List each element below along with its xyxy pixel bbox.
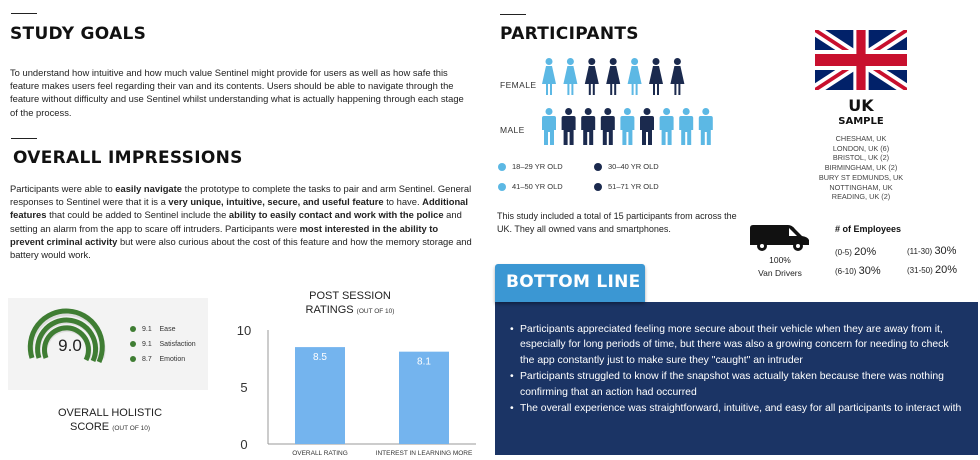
female-participant-icon — [628, 58, 642, 95]
employee-pct: 30% — [858, 265, 881, 277]
oi-text: the prototype to complete the tasks to pair and arm Sentinel. General responses to Sentinel were that it is a — [10, 183, 472, 208]
female-participant-icon — [585, 58, 599, 95]
van-label: Van Drivers — [758, 268, 802, 278]
female-participant-icon — [563, 58, 577, 95]
section-rule — [11, 13, 37, 14]
oi-text: and setting an alarm from the app to scare off intruders. Participants were — [10, 209, 462, 234]
location-item: BURY ST EDMUNDS, UK — [818, 172, 904, 182]
participants-summary: This study included a total of 15 participants from across the UK. They all owned vans and smartphones. — [497, 211, 737, 234]
uk-subtitle: SAMPLE — [838, 116, 884, 127]
legend-satisfaction — [130, 337, 196, 352]
legend-item — [594, 162, 704, 171]
employee-range: (0-5) — [835, 248, 852, 257]
legend-dot — [130, 356, 136, 362]
oi-bold: most interested in the ability to prevent criminal activity — [10, 222, 439, 247]
bottom-line-title: BOTTOM LINE — [506, 272, 641, 292]
employee-pct: 20% — [854, 246, 877, 258]
legend-dot — [594, 163, 602, 171]
employee-range: (31-50) — [907, 266, 933, 275]
oi-text: to have. — [383, 196, 423, 208]
y-tick-label: 0 — [240, 437, 248, 452]
legend-label: Emotion — [159, 356, 186, 363]
female-participant-icon — [649, 58, 663, 95]
oi-text: that could be added to Sentinel include the — [46, 209, 229, 221]
location-item: READING, UK (2) — [831, 192, 891, 202]
bottom-line-item: • Participants appreciated feeling more secure about their vehicle when they are away from it, especially for long periods of time, but there was also a growing concern for needing to check the app constantly just to make sure they "caught" an intruder — [510, 322, 965, 368]
location-item: BRISTOL, UK (2) — [832, 153, 890, 163]
legend-item — [498, 182, 598, 191]
female-participant-icon — [670, 58, 684, 95]
employees-row — [835, 246, 876, 258]
overall-impressions-text — [10, 182, 474, 261]
legend-emotion — [130, 352, 196, 367]
employees-row — [907, 264, 957, 276]
location-item: CHESHAM, UK — [835, 134, 887, 143]
post-session-chart — [228, 318, 480, 460]
location-item: NOTTINGHAM, UK — [829, 182, 893, 192]
male-participant-icon — [542, 108, 556, 145]
holistic-score-title — [40, 406, 180, 436]
bottom-line-list — [510, 322, 965, 417]
male-participant-icon — [660, 108, 674, 145]
chart-title-main: POST SESSION RATINGS — [305, 290, 391, 316]
uk-flag-icon — [815, 30, 907, 90]
legend-value: 9.1 — [142, 326, 152, 333]
van-icon — [748, 222, 812, 252]
employee-pct: 30% — [934, 245, 957, 257]
legend-label: 18–29 YR OLD — [512, 162, 563, 171]
y-tick-label: 10 — [236, 323, 252, 338]
legend-label: 30–40 YR OLD — [608, 162, 659, 171]
legend-dot — [498, 183, 506, 191]
employees-row — [907, 245, 956, 257]
holistic-title-main: OVERALL HOLISTIC SCORE — [57, 407, 163, 433]
category-label: OVERALL RATING — [292, 450, 348, 457]
male-participant-icon — [679, 108, 693, 145]
data-label: 8.5 — [313, 352, 327, 364]
location-item: LONDON, UK (6) — [832, 143, 890, 153]
chart-title — [285, 289, 415, 319]
location-item: BIRMINGHAM, UK (2) — [824, 163, 898, 173]
y-tick-label: 5 — [240, 380, 248, 395]
oi-bold: Additional features — [10, 196, 468, 221]
oi-bold: very unique, intuitive, secure, and useful feature — [168, 196, 384, 208]
employee-range: (6-10) — [835, 267, 857, 276]
data-label: 8.1 — [417, 356, 431, 368]
oi-bold: easily navigate — [115, 183, 182, 194]
holistic-score-value: 9.0 — [58, 336, 82, 355]
study-goals-title: STUDY GOALS — [10, 24, 147, 44]
legend-ease — [130, 322, 196, 337]
oi-bold: ability to easily contact and work with the police — [228, 209, 444, 221]
legend-dot — [130, 326, 136, 332]
uk-locations — [815, 134, 907, 202]
employees-row — [835, 265, 881, 277]
male-participant-icon — [601, 108, 615, 145]
employees-title: # of Employees — [835, 224, 902, 234]
bottom-line-item: • Participants struggled to know if the snapshot was actually taken because there was nothing confirming that an action had occurred — [510, 369, 965, 400]
legend-dot — [130, 341, 136, 347]
legend-dot — [594, 183, 602, 191]
chart-title-sub: (OUT OF 10) — [356, 308, 395, 315]
female-label: FEMALE — [500, 80, 537, 90]
male-participant-icon — [620, 108, 634, 145]
participants-title: PARTICIPANTS — [500, 24, 639, 44]
male-label: MALE — [500, 125, 525, 135]
holistic-rings — [22, 300, 112, 370]
female-participant-icon — [542, 58, 556, 95]
male-participant-icon — [699, 108, 713, 145]
legend-item — [594, 182, 704, 191]
legend-label: Satisfaction — [159, 341, 196, 348]
section-rule — [500, 14, 526, 15]
female-participant-icon — [606, 58, 620, 95]
male-participant-icon — [640, 108, 654, 145]
holistic-title-sub: (OUT OF 10) — [112, 425, 150, 432]
legend-item — [498, 162, 598, 171]
section-rule — [11, 138, 37, 139]
oi-text: Participants were able to — [10, 183, 116, 194]
uk-title: UK — [848, 96, 874, 115]
holistic-legend — [130, 322, 196, 367]
male-participant-icon — [581, 108, 595, 145]
employee-range: (11-30) — [907, 247, 933, 256]
male-participant-icon — [562, 108, 576, 145]
category-label: INTEREST IN LEARNING MORE — [375, 450, 473, 457]
bottom-line-item: • The overall experience was straightforward, intuitive, and easy for all participants to interact with — [510, 401, 965, 416]
overall-impressions-title: OVERALL IMPRESSIONS — [13, 148, 243, 168]
participant-pictograph — [538, 56, 724, 150]
legend-dot — [498, 163, 506, 171]
oi-text: but were also curious about the cost of this feature and how the memory storage and battery would work. — [10, 235, 472, 261]
study-goals-text: To understand how intuitive and how much value Sentinel might provide for users as well as how safe this feature makes users feel regarding their van and its contents. Users should be able to navigate through the feature without difficulty and use Sentinel whilst understanding what is actually happening through each stage of the process. — [10, 67, 464, 118]
employee-pct: 20% — [935, 264, 958, 276]
legend-label: Ease — [159, 326, 176, 333]
van-percent: 100% — [769, 255, 791, 265]
legend-value: 8.7 — [142, 356, 152, 363]
legend-value: 9.1 — [142, 341, 152, 348]
legend-label: 51–71 YR OLD — [608, 182, 659, 191]
legend-label: 41–50 YR OLD — [512, 182, 563, 191]
